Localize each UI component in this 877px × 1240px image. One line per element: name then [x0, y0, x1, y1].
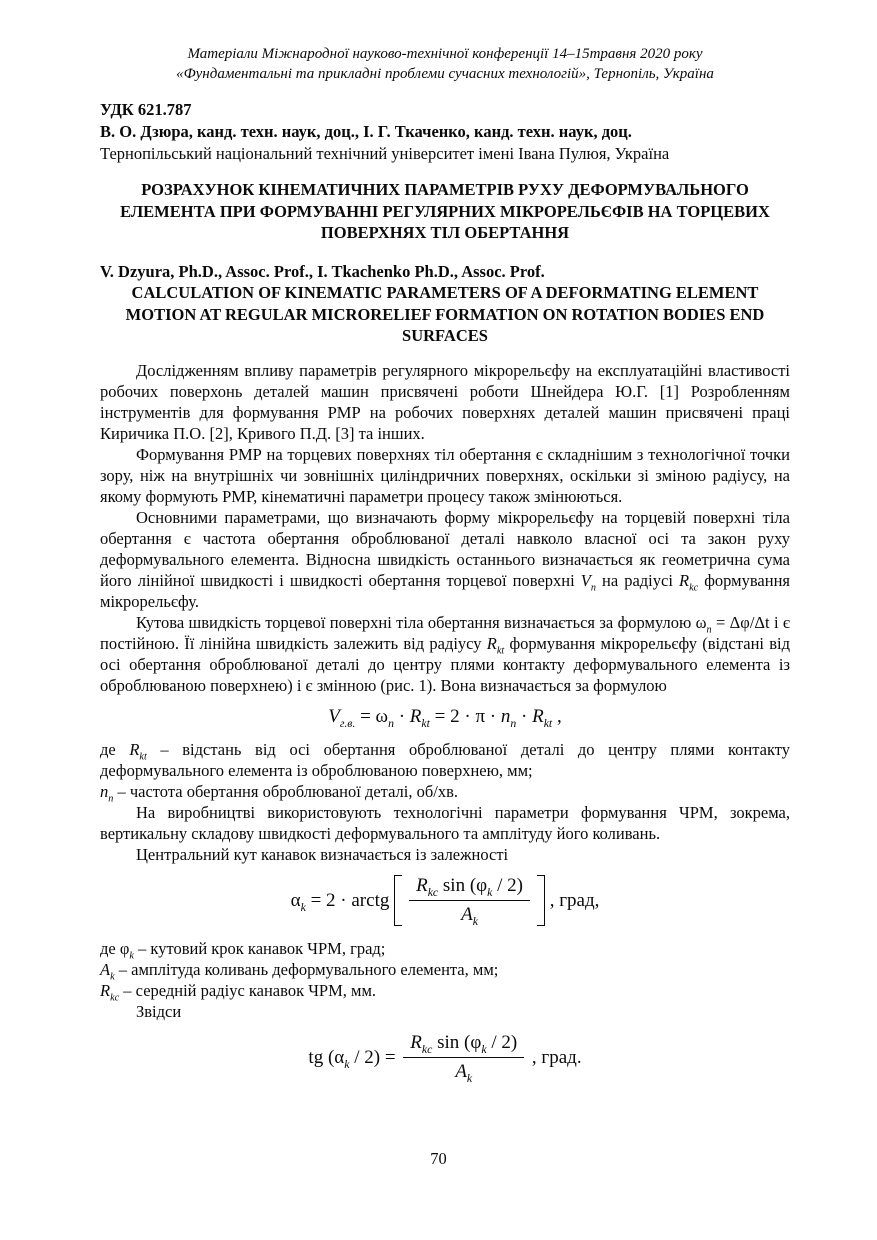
conference-header: [100, 44, 790, 84]
formula-3-numerator: $R_{kc}$ $\sin (\varphi_k / 2)$: [403, 1032, 524, 1058]
definition-phik: де $\varphi_k$ – кутовий крок канавок ЧРМ, град;: [100, 938, 386, 962]
paragraph-6: Центральний кут канавок визначається із залежності: [136, 844, 509, 864]
paragraph-2: Формування РМР на торцевих поверхнях тіл обертання є складнішим з технологічної точки зору, ніж на внутрішніх чи зовнішніх циліндричних поверхнях, оскільки зі зміною радіусу, на якому формують РМР, кінематичні параметри процесу також змінюються.: [100, 444, 790, 506]
formula-central-angle: [100, 875, 790, 926]
formula-3-denominator: $A_k$: [455, 1060, 473, 1085]
authors-en: V. Dzyura, Ph.D., Assoc. Prof., I. Tkachenko Ph.D., Assoc. Prof.: [100, 261, 545, 281]
formula-3-lhs: tg $(\alpha_k / 2)$ =: [308, 1046, 401, 1071]
paragraph-5: На виробництві використовують технологічні параметри формування ЧРМ, зокрема, вертикальну складову швидкості деформувального та амплітуду його коливань.: [100, 802, 790, 843]
formula-2-suffix: , град,: [544, 889, 600, 911]
article-body: [100, 360, 790, 1083]
formula-2-denominator: $A_k$: [461, 903, 478, 928]
conference-header-line1: Матеріали Міжнародної науково-технічної конференції 14–15травня 2020 року: [187, 46, 703, 62]
article-title-en: CALCULATION OF KINEMATIC PARAMETERS OF A DEFORMATING ELEMENT MOTION AT REGULAR MICRORELIEF FORMATION ON ROTATION BODIES END SURFACES: [125, 283, 765, 346]
definition-nn: $n_n$ – частота обертання оброблюваної деталі, об/хв.: [100, 781, 459, 805]
right-bracket-shape: [537, 875, 545, 926]
left-bracket-shape: [394, 875, 402, 926]
paragraph-4: Кутова швидкість торцевої поверхні тіла обертання визначається за формулою $\omega_n = \Delta\varphi/\Delta t$ і є постійною. Її лінійна швидкість залежить від радіусу $R_{kt}$ формування мікрорельєфу (відстані від осі обертання оброблюваної деталі до центру плями контакту деформувального елемента із оброблюваною поверхнею) і є змінною (рис. 1). Вона визначається за формулою: [100, 612, 790, 695]
article-meta: [100, 99, 790, 164]
udc-code: УДК 621.787: [100, 100, 192, 119]
formula-linear-velocity: [100, 705, 790, 730]
formula-2-lhs: $\alpha_k = 2$ · arctg: [290, 889, 395, 914]
formula-3-suffix: , град.: [527, 1046, 582, 1068]
definition-rkt: де $R_{kt}$ – відстань від осі обертання оброблюваної деталі до центру плями контакту деформувального елемента із оброблюваною поверхнею, мм;: [100, 739, 790, 780]
affiliation: Тернопільський національний технічний університет імені Івана Пулюя, Україна: [100, 143, 670, 163]
paragraph-1: Дослідженням впливу параметрів регулярного мікрорельєфу на експлуатаційні властивості робочих поверхонь деталей машин присвячені роботи Шнейдера Ю.Г. [1] Розробленням інструментів для формування РМР на робочих поверхнях деталей машин присвячені праці Киричика П.О. [2], Кривого П.Д. [3] та інших.: [100, 360, 790, 443]
paragraph-3: Основними параметрами, що визначають форму мікрорельєфу на торцевій поверхні тіла обертання є частота обертання оброблюваної деталі навколо власної осі та закон руху деформувального елемента. Відносна швидкість останнього визначається як геометрична сума його лінійної швидкості і швидкості обертання торцевої поверхні $V_n$ на радіусі $R_{kc}$ формування мікрорельєфу.: [100, 507, 791, 611]
formula-tangent: [100, 1032, 790, 1083]
authors-ua: В. О. Дзюра, канд. техн. наук, доц., І. Г. Ткаченко, канд. техн. наук, доц.: [100, 121, 632, 141]
paragraph-7: Звідси: [136, 1001, 182, 1021]
formula-3-fraction: [403, 1032, 524, 1083]
definition-ak: $A_k$ – амплітуда коливань деформувального елемента, мм;: [100, 959, 499, 983]
formula-1-expression: $V_{г.в.} = \omega_n \cdot R_{kt} = 2 \cdot \pi \cdot n_n \cdot R_{kt}$ ,: [328, 705, 562, 730]
page-number: 70: [430, 1149, 447, 1168]
definition-rkc: $R_{kc}$ – середній радіус канавок ЧРМ, мм.: [100, 980, 377, 1004]
article-title-ua: РОЗРАХУНОК КІНЕМАТИЧНИХ ПАРАМЕТРІВ РУХУ ДЕФОРМУВАЛЬНОГО ЕЛЕМЕНТА ПРИ ФОРМУВАННІ РЕГУЛЯРНИХ МІКРОРЕЛЬЄФІВ НА ТОРЦЕВИХ ПОВЕРХНЯХ ТІЛ ОБЕРТАННЯ: [120, 180, 770, 243]
formula-2-numerator: $R_{kc}$ $\sin (\varphi_k / 2)$: [409, 875, 530, 901]
content-column: [100, 44, 790, 1095]
conference-header-line2: «Фундаментальні та прикладні проблеми сучасних технологій», Тернопіль, Україна: [176, 66, 714, 82]
formula-2-fraction: [409, 875, 530, 926]
